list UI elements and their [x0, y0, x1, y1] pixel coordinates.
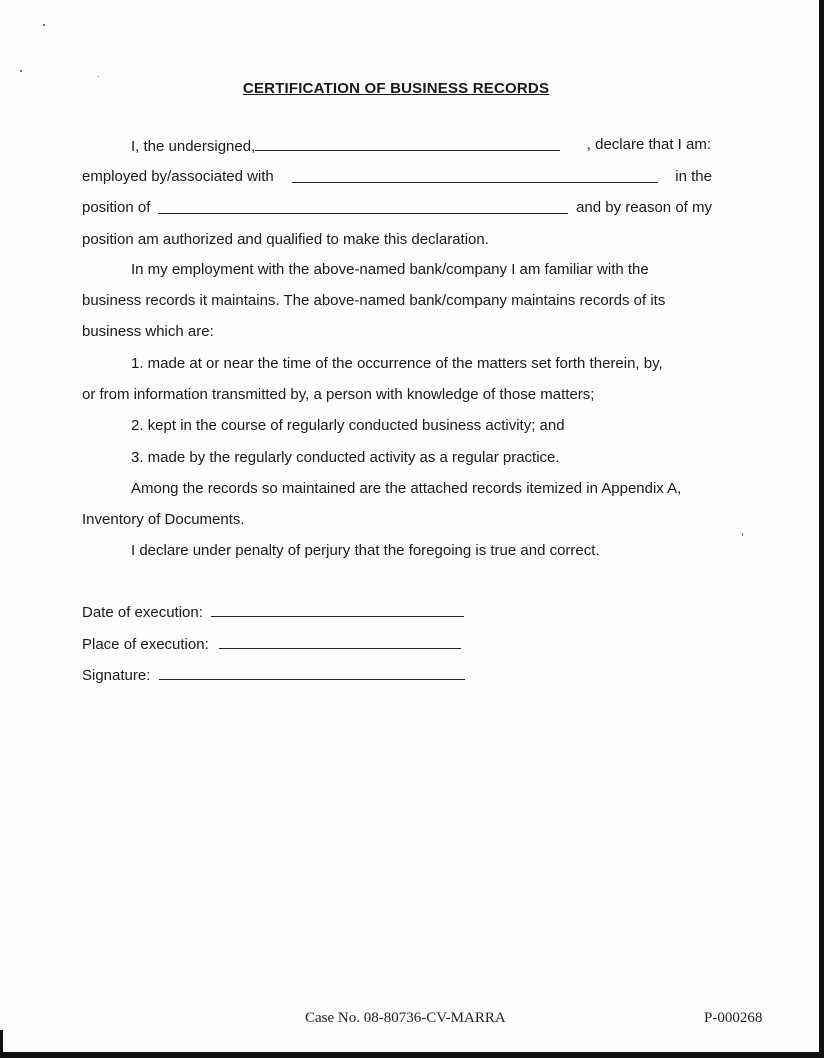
scan-speck: [20, 70, 22, 72]
paragraph3-line1: Among the records so maintained are the attached records itemized in Appendix A,: [131, 480, 682, 497]
place-label: Place of execution:: [82, 636, 209, 653]
item1-line2: or from information transmitted by, a person with knowledge of those matters;: [82, 386, 595, 403]
declaration: I declare under penalty of perjury that the foregoing is true and correct.: [131, 542, 600, 559]
item1-line1: 1. made at or near the time of the occurrence of the matters set forth therein, by,: [131, 355, 663, 372]
place-field: [82, 634, 461, 654]
undersigned-label: I, the undersigned,: [131, 138, 256, 155]
declare-text: , declare that I am:: [586, 136, 711, 153]
name-blank[interactable]: [255, 136, 560, 151]
paragraph3-line2: Inventory of Documents.: [82, 511, 245, 528]
position-blank[interactable]: [158, 199, 568, 214]
scan-speck: [43, 24, 45, 26]
scan-speck: [98, 76, 99, 77]
employed-label: employed by/associated with: [82, 168, 274, 185]
signature-field: [82, 665, 465, 685]
employer-blank[interactable]: [292, 168, 658, 183]
employed-line: [82, 168, 712, 186]
date-blank[interactable]: [211, 602, 464, 617]
scan-edge-right: [819, 0, 824, 1058]
scan-speck: [742, 533, 743, 536]
paragraph2-line1: In my employment with the above-named bank/company I am familiar with the: [131, 261, 649, 278]
scan-edge-bottom: [0, 1052, 824, 1058]
undersigned-line: [131, 136, 711, 156]
date-label: Date of execution:: [82, 604, 203, 621]
scan-edge-left: [0, 1030, 3, 1058]
paragraph2-line3: business which are:: [82, 323, 214, 340]
document-title: CERTIFICATION OF BUSINESS RECORDS: [242, 80, 550, 97]
position-line: [82, 199, 712, 217]
signature-blank[interactable]: [159, 665, 465, 680]
item3: 3. made by the regularly conducted activity as a regular practice.: [131, 449, 560, 466]
paragraph2-line2: business records it maintains. The above-named bank/company maintains records of its: [82, 292, 666, 309]
position-label: position of: [82, 199, 151, 216]
reason-text: and by reason of my: [576, 199, 712, 216]
date-field: [82, 602, 464, 622]
signature-label: Signature:: [82, 667, 151, 684]
case-number: Case No. 08-80736-CV-MARRA: [305, 1010, 506, 1026]
in-the-text: in the: [675, 168, 712, 185]
place-blank[interactable]: [219, 634, 461, 649]
paragraph1-line4: position am authorized and qualified to make this declaration.: [82, 231, 489, 248]
item2: 2. kept in the course of regularly conducted business activity; and: [131, 417, 565, 434]
bates-number: P-000268: [704, 1010, 763, 1026]
